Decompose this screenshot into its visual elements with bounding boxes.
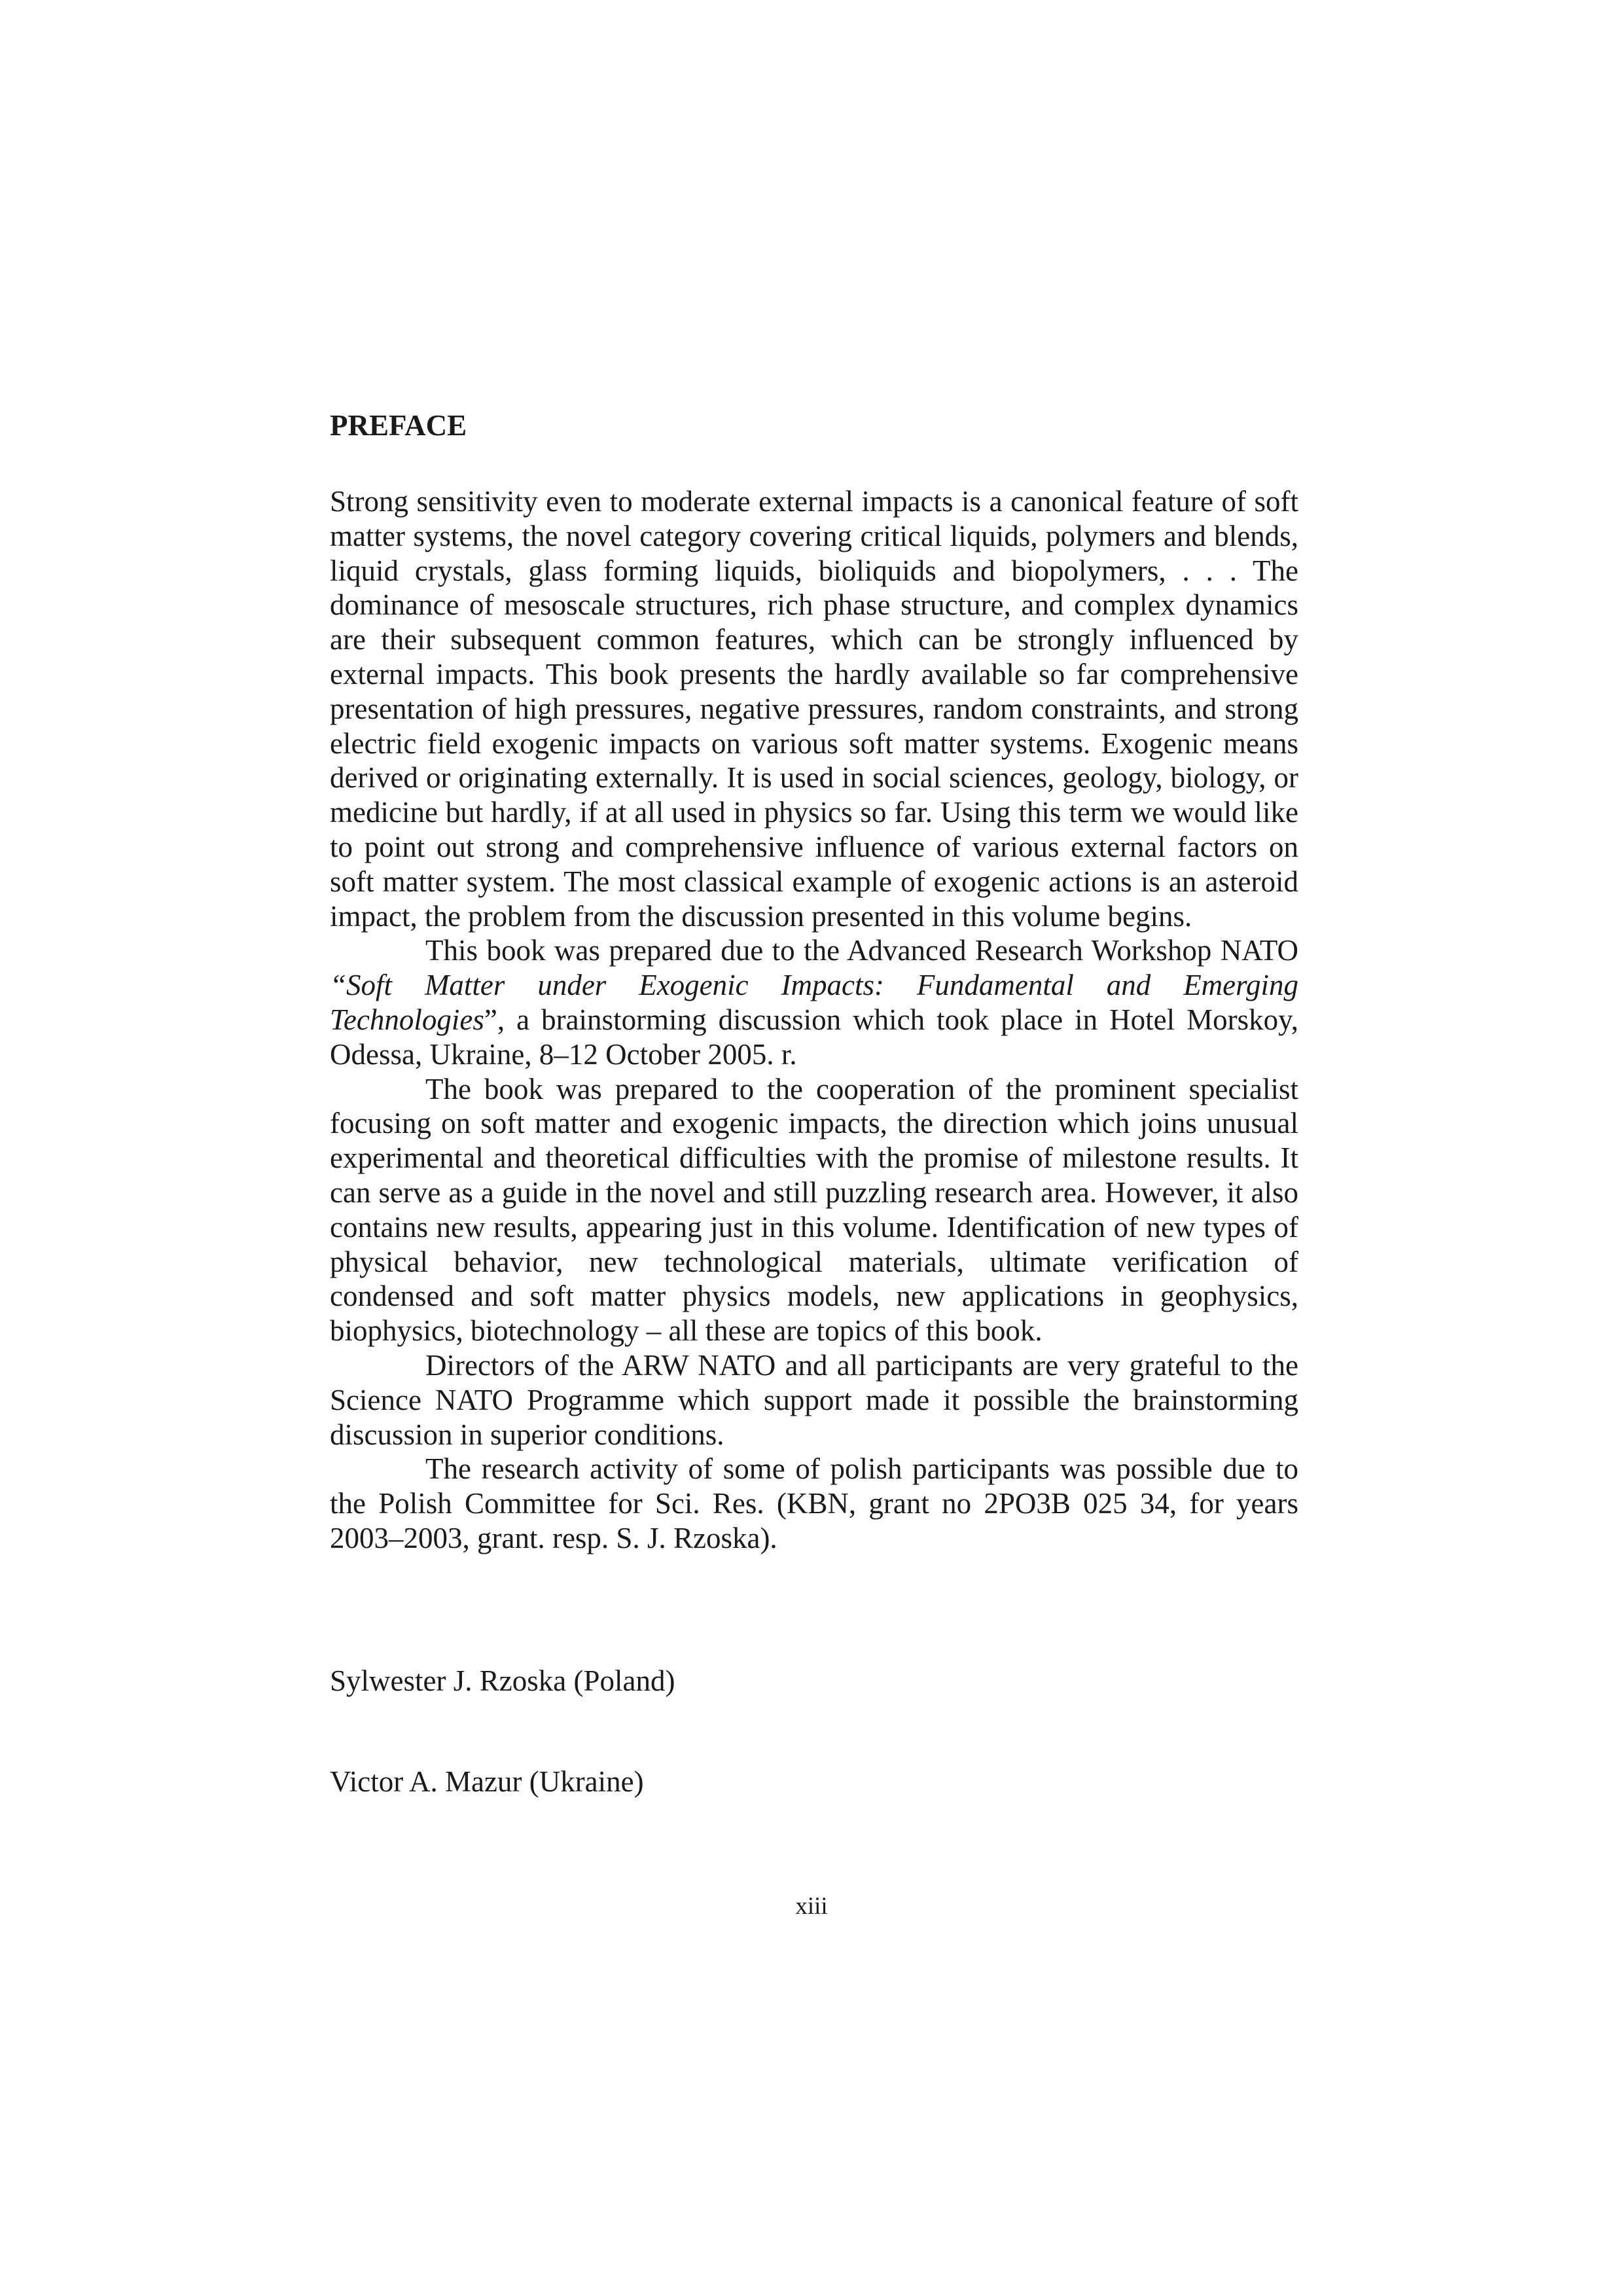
- signature-block: [330, 1664, 1298, 1799]
- signature-rzoska: Sylwester J. Rzoska (Poland): [330, 1664, 675, 1697]
- paragraph-workshop-tail: ”, a brainstorming discussion which took place in Hotel Morskoy, Odessa, Ukraine, 8–12 October 2005. r.: [330, 1003, 1298, 1071]
- paragraph-gratitude: Directors of the ARW NATO and all participants are very grateful to the Science NATO Programme which support made it possible the brainstorming discussion in superior conditions.: [330, 1348, 1298, 1451]
- paragraph-workshop: [330, 933, 1298, 1071]
- signature-mazur: Victor A. Mazur (Ukraine): [330, 1765, 644, 1798]
- preface-page: [330, 406, 1298, 1865]
- paragraph-workshop-lead: This book was prepared due to the Advanced Research Workshop NATO: [425, 934, 1298, 967]
- paragraph-cooperation: The book was prepared to the cooperation of the prominent specialist focusing on soft matter and exogenic impacts, the direction which joins unusual experimental and theoretical difficulties with the promise of milestone results. It can serve as a guide in the novel and still puzzling research area. However, it also contains new results, appearing just in this volume. Identification of new types of physical behavior, new technological materials, ultimate verification of condensed and soft matter physics models, new applications in geophysics, biophysics, biotechnology – all these are topics of this book.: [330, 1072, 1298, 1348]
- page-title: PREFACE: [330, 409, 467, 442]
- paragraph-intro: Strong sensitivity even to moderate external impacts is a canonical feature of soft matter systems, the novel category covering critical liquids, polymers and blends, liquid crystals, glass forming liquids, bioliquids and biopolymers, . . . The dominance of mesoscale structures, rich phase structure, and complex dynamics are their subsequent common features, which can be strongly influenced by external impacts. This book presents the hardly available so far comprehensive presentation of high pressures, negative pressures, random constraints, and strong electric field exogenic impacts on various soft matter systems. Exogenic means derived or originating externally. It is used in social sciences, geology, biology, or medicine but hardly, if at all used in physics so far. Using this term we would like to point out strong and comprehensive influence of various external factors on soft matter system. The most classical example of exogenic actions is an asteroid impact, the problem from the discussion presented in this volume begins.: [330, 485, 1298, 933]
- paragraph-funding: The research activity of some of polish participants was possible due to the Polish Committee for Sci. Res. (KBN, grant no 2PO3B 025 34, for years 2003–2003, grant. resp. S. J. Rzoska).: [330, 1452, 1298, 1554]
- page-number: xiii: [795, 1893, 828, 1920]
- workshop-title: “Soft Matter under Exogenic Impacts: Fundamental and Emerging Technologies: [330, 969, 1298, 1036]
